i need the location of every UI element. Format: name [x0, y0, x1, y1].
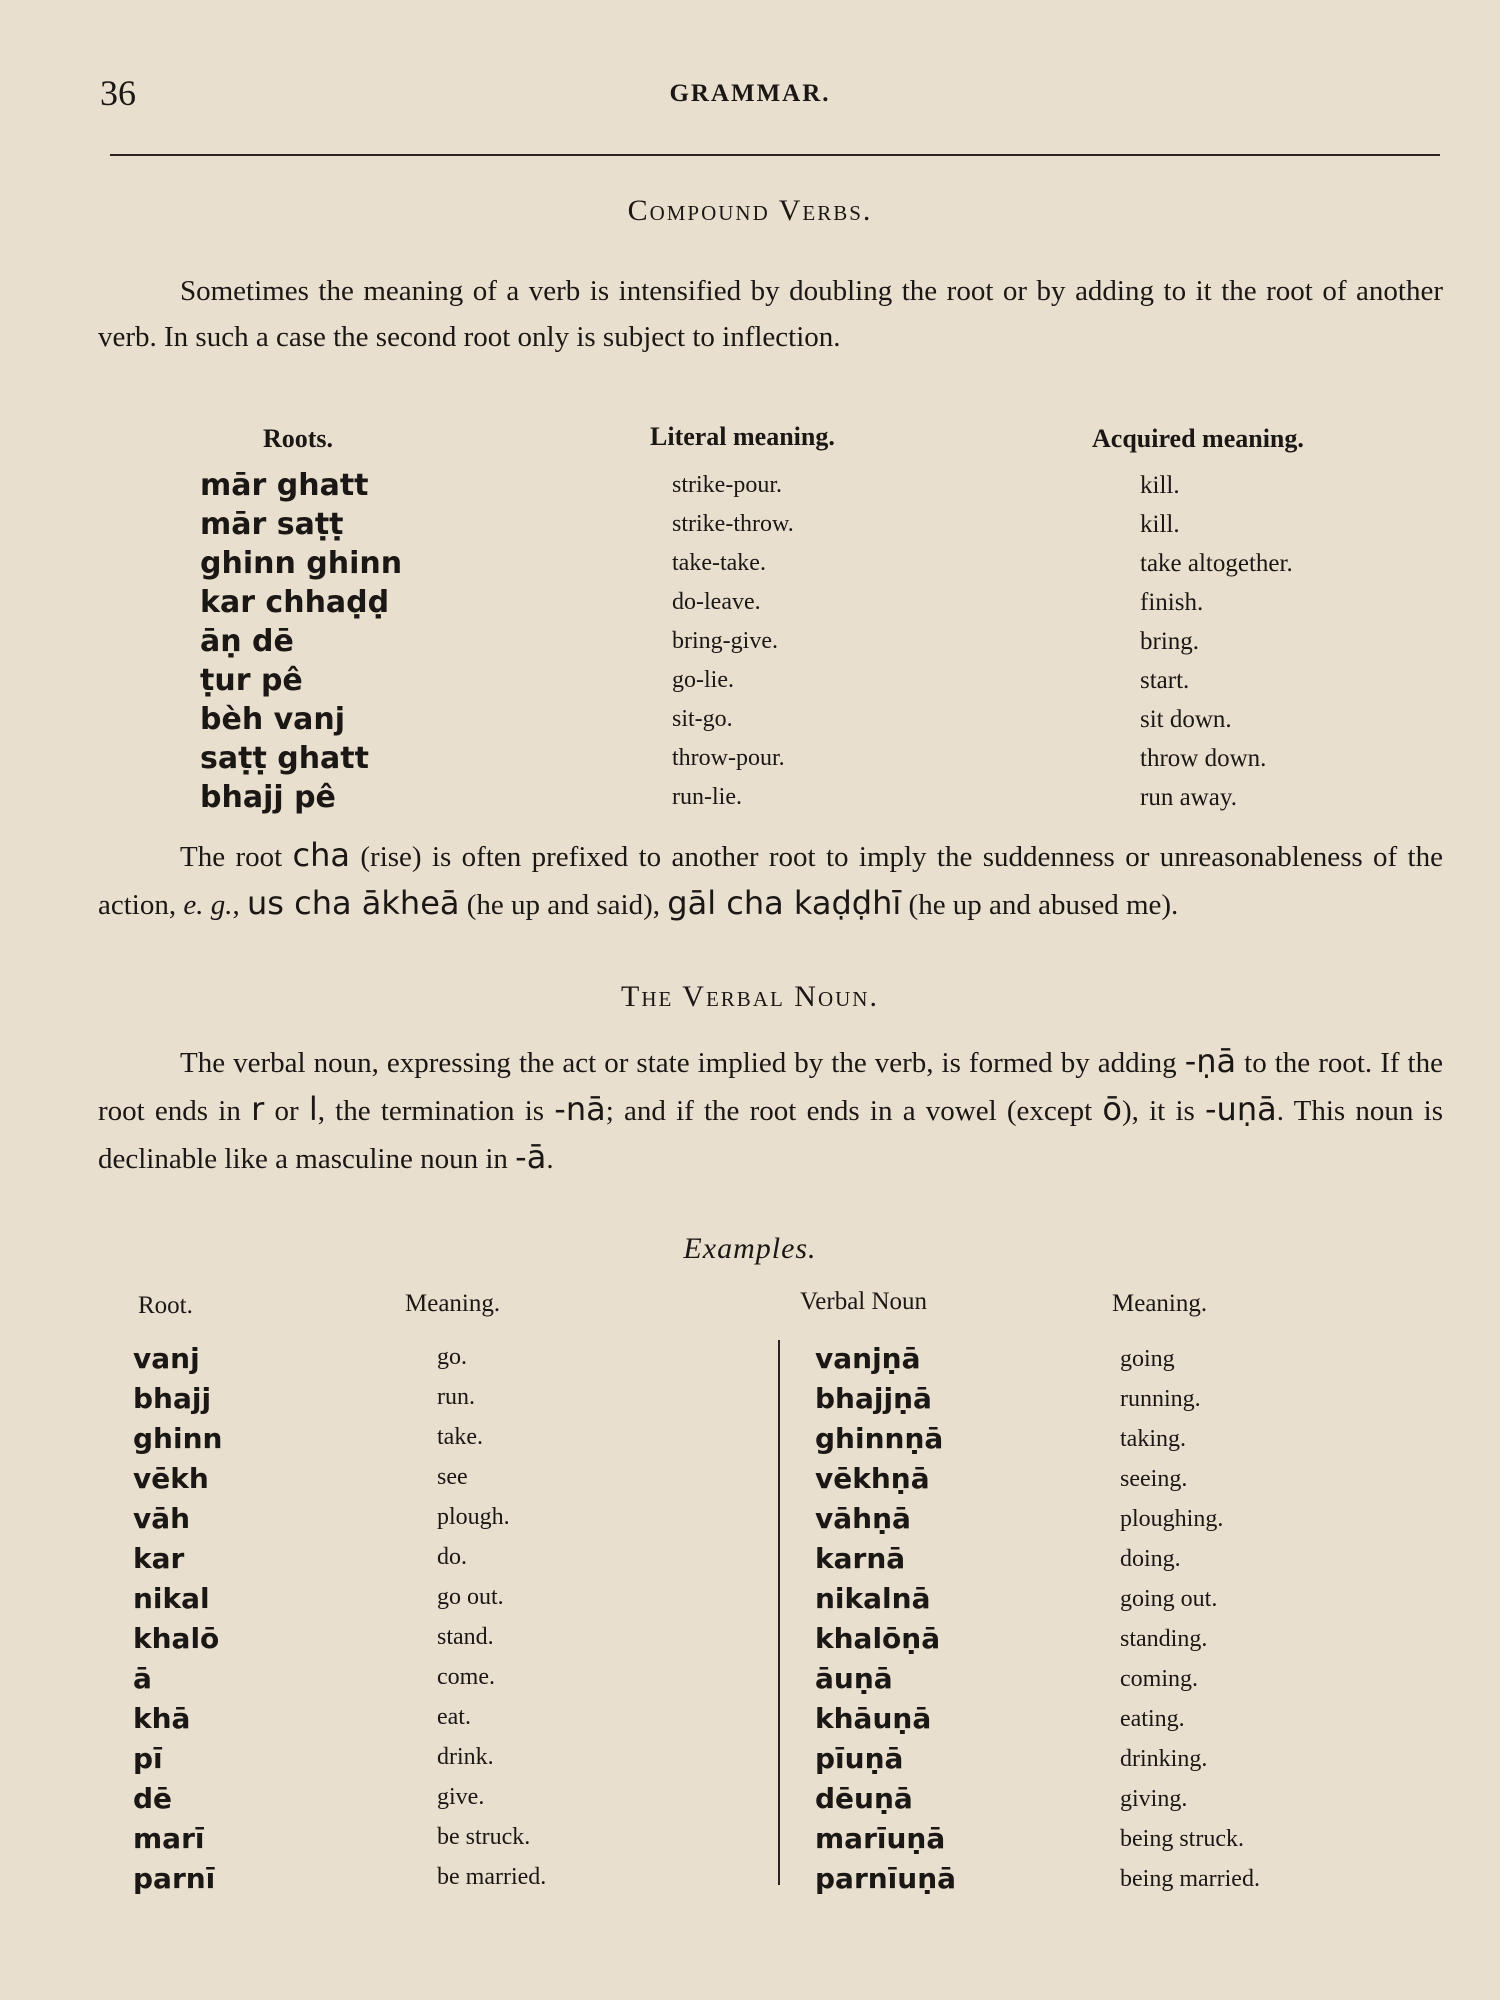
table-row	[0, 1822, 1500, 1862]
noun-cell: dēuṇā	[815, 1782, 913, 1815]
text: .	[546, 1143, 554, 1175]
noun-meaning-cell: going	[1120, 1346, 1175, 1372]
root-cell: mār saṭṭ	[200, 507, 344, 542]
meaning-cell: stand.	[437, 1624, 494, 1650]
root-cell: marī	[133, 1822, 205, 1855]
acquired-cell: kill.	[1140, 472, 1180, 499]
noun-cell: marīuṇā	[815, 1822, 946, 1855]
meaning-cell: go.	[437, 1344, 467, 1370]
acquired-cell: throw down.	[1140, 745, 1267, 772]
table-row	[0, 1382, 1500, 1422]
column-header-literal: Literal meaning.	[650, 422, 835, 451]
section-heading-compound-verbs: Compound Verbs.	[627, 194, 873, 227]
literal-cell: strike-pour.	[672, 472, 782, 498]
table-row	[0, 1622, 1500, 1662]
root-cell: nikal	[133, 1582, 210, 1615]
meaning-cell: take.	[437, 1424, 483, 1450]
table-row	[0, 1742, 1500, 1782]
noun-meaning-cell: ploughing.	[1120, 1506, 1224, 1532]
column-header-acquired: Acquired meaning.	[1092, 424, 1304, 453]
section-heading-verbal-noun: The Verbal Noun.	[621, 980, 879, 1013]
noun-cell: khāuṇā	[815, 1702, 932, 1735]
meaning-cell: run.	[437, 1384, 475, 1410]
text: (rise) is often prefixed to another root to imply the suddenness or unreasonableness of the action,	[98, 841, 1443, 921]
meaning-cell: plough.	[437, 1504, 510, 1530]
column-header-roots: Roots.	[263, 424, 334, 453]
noun-cell: ghinnṇā	[815, 1422, 944, 1455]
text: (he up and said),	[459, 889, 668, 921]
literal-cell: go-lie.	[672, 667, 734, 693]
root-cell: mār ghatt	[200, 468, 369, 503]
noun-meaning-cell: doing.	[1120, 1546, 1181, 1572]
column-header-meaning: Meaning.	[405, 1290, 501, 1317]
suffix: -nā	[554, 1090, 606, 1128]
column-header-root: Root.	[138, 1292, 193, 1319]
root-cell: dē	[133, 1782, 173, 1815]
root-cell: pī	[133, 1742, 163, 1775]
page-number: 36	[100, 73, 136, 113]
table-row	[0, 1342, 1500, 1382]
noun-cell: āuṇā	[815, 1662, 893, 1695]
literal-cell: do-leave.	[672, 589, 761, 615]
noun-cell: karnā	[815, 1542, 906, 1575]
eg-abbrev: e. g.	[183, 889, 233, 921]
example-phrase: us cha ākheā	[246, 884, 460, 922]
root-cell: parnī	[133, 1862, 216, 1895]
noun-cell: vēkhṇā	[815, 1462, 930, 1495]
noun-cell: vāhṇā	[815, 1502, 911, 1535]
root-cell: khalō	[133, 1622, 220, 1655]
root-cell: vanj	[133, 1342, 200, 1375]
table-row	[0, 1462, 1500, 1502]
table-row	[0, 1542, 1500, 1582]
root-cell: kar chhaḍḍ	[200, 585, 390, 620]
noun-cell: pīuṇā	[815, 1742, 904, 1775]
acquired-cell: run away.	[1140, 784, 1237, 811]
text: , the termination is	[317, 1095, 555, 1127]
text: The root	[180, 841, 293, 873]
table-row	[0, 1702, 1500, 1742]
root-cell: ghinn ghinn	[200, 546, 403, 581]
noun-meaning-cell: going out.	[1120, 1586, 1218, 1612]
text: The verbal noun, expressing the act or state implied by the verb, is formed by adding	[180, 1047, 1185, 1079]
meaning-cell: drink.	[437, 1744, 494, 1770]
root-cell: bèh vanj	[200, 702, 346, 737]
text: ,	[232, 889, 247, 921]
verbal-noun-paragraph	[98, 1038, 1443, 1182]
text: or	[264, 1095, 309, 1127]
root-cell: kar	[133, 1542, 185, 1575]
meaning-cell: go out.	[437, 1584, 504, 1610]
examples-title: Examples.	[683, 1232, 817, 1265]
root-cell: ghinn	[133, 1422, 223, 1455]
noun-meaning-cell: eating.	[1120, 1706, 1185, 1732]
meaning-cell: come.	[437, 1664, 495, 1690]
acquired-cell: kill.	[1140, 511, 1180, 538]
table-row	[0, 1502, 1500, 1542]
text: ), it is	[1122, 1095, 1205, 1127]
root-cell: bhajj pê	[200, 780, 336, 815]
table-row	[0, 663, 1500, 702]
noun-meaning-cell: taking.	[1120, 1426, 1186, 1452]
literal-cell: take-take.	[672, 550, 766, 576]
root-cell: vēkh	[133, 1462, 209, 1495]
root-cell: āṇ dē	[200, 624, 294, 659]
table-row	[0, 546, 1500, 585]
table-row	[0, 624, 1500, 663]
header-rule	[110, 154, 1440, 156]
noun-cell: parnīuṇā	[815, 1862, 957, 1895]
meaning-cell: be struck.	[437, 1824, 531, 1850]
table-row	[0, 1422, 1500, 1462]
text: (he up and abused me).	[901, 889, 1179, 921]
noun-meaning-cell: seeing.	[1120, 1466, 1188, 1492]
table-row	[0, 780, 1500, 819]
letter: r	[251, 1090, 265, 1128]
table-row	[0, 507, 1500, 546]
noun-meaning-cell: running.	[1120, 1386, 1201, 1412]
table-row	[0, 702, 1500, 741]
compound-verbs-intro	[98, 268, 1443, 360]
suffix: -ā	[515, 1138, 547, 1176]
noun-meaning-cell: standing.	[1120, 1626, 1208, 1652]
root-cell: ā	[133, 1662, 152, 1695]
letter: ō	[1102, 1090, 1122, 1128]
acquired-cell: sit down.	[1140, 706, 1232, 733]
noun-cell: nikalnā	[815, 1582, 931, 1615]
table-row	[0, 585, 1500, 624]
root-cell: khā	[133, 1702, 191, 1735]
meaning-cell: be married.	[437, 1864, 547, 1890]
running-title: GRAMMAR.	[669, 80, 831, 107]
root-cell: ṭur pê	[200, 663, 303, 698]
example-phrase: gāl cha kaḍḍhī	[667, 884, 902, 922]
column-header-verbal-noun: Verbal Noun	[800, 1288, 928, 1315]
literal-cell: strike-throw.	[672, 511, 794, 537]
literal-cell: bring-give.	[672, 628, 778, 654]
letter: l	[308, 1090, 318, 1128]
acquired-cell: finish.	[1140, 589, 1204, 616]
noun-meaning-cell: coming.	[1120, 1666, 1198, 1692]
meaning-cell: eat.	[437, 1704, 471, 1730]
noun-meaning-cell: being struck.	[1120, 1826, 1244, 1852]
noun-meaning-cell: giving.	[1120, 1786, 1188, 1812]
table-row	[0, 1662, 1500, 1702]
suffix: -ṇā	[1184, 1042, 1237, 1080]
text: ; and if the root ends in a vowel (except	[605, 1095, 1103, 1127]
noun-cell: bhajjṇā	[815, 1382, 932, 1415]
literal-cell: run-lie.	[672, 784, 742, 810]
table-row	[0, 1782, 1500, 1822]
noun-meaning-cell: drinking.	[1120, 1746, 1208, 1772]
meaning-cell: do.	[437, 1544, 467, 1570]
intro-text: Sometimes the meaning of a verb is intensified by doubling the root or by adding to it the root of another verb. In such a case the second root only is subject to inflection.	[98, 275, 1443, 353]
root-cell: saṭṭ ghatt	[200, 741, 369, 776]
meaning-cell: see	[437, 1464, 468, 1490]
table-row	[0, 468, 1500, 507]
literal-cell: sit-go.	[672, 706, 733, 732]
acquired-cell: bring.	[1140, 628, 1200, 655]
text: . This noun is declinable like a masculine noun in	[98, 1095, 1443, 1175]
noun-cell: vanjṇā	[815, 1342, 921, 1375]
table-row	[0, 1862, 1500, 1902]
text: to the root. If the root ends in	[98, 1047, 1443, 1127]
root-word: cha	[292, 836, 351, 874]
root-cell: vāh	[133, 1502, 191, 1535]
noun-meaning-cell: being married.	[1120, 1866, 1260, 1892]
noun-cell: khalōṇā	[815, 1622, 941, 1655]
suffix: -uṇā	[1205, 1090, 1277, 1128]
meaning-cell: give.	[437, 1784, 485, 1810]
cha-paragraph	[98, 832, 1443, 928]
root-cell: bhajj	[133, 1382, 212, 1415]
literal-cell: throw-pour.	[672, 745, 785, 771]
column-header-noun-meaning: Meaning.	[1112, 1290, 1208, 1317]
table-row	[0, 1582, 1500, 1622]
acquired-cell: start.	[1140, 667, 1190, 694]
table-row	[0, 741, 1500, 780]
acquired-cell: take altogether.	[1140, 550, 1293, 577]
